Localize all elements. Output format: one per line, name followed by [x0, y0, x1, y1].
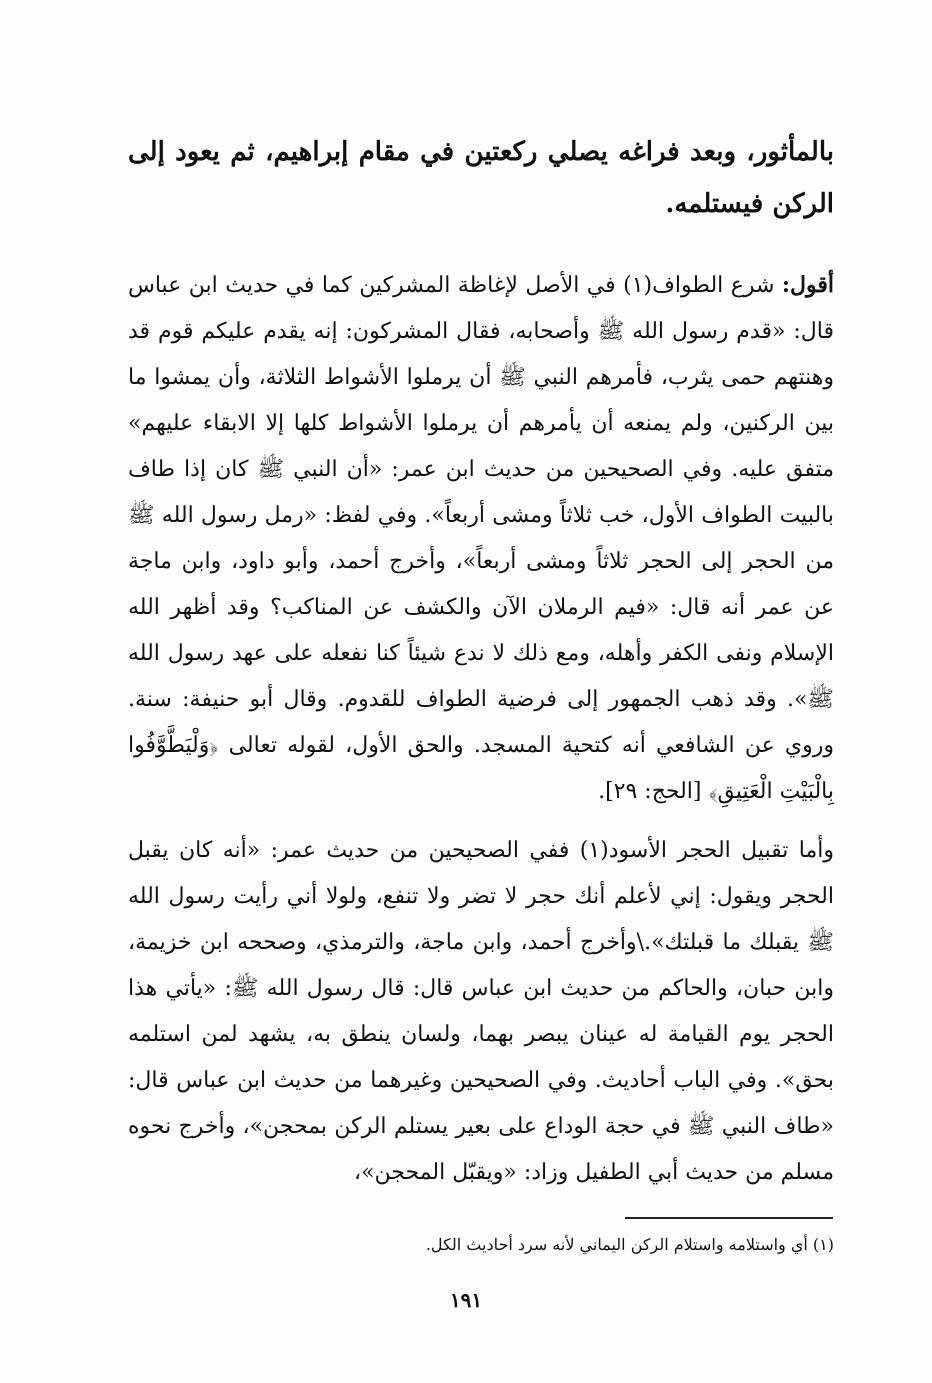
- page-number: ١٩١: [449, 1288, 483, 1312]
- footnote-divider: [625, 1217, 833, 1219]
- paragraph-text: شرع الطواف(١) في الأصل لإغاظة المشركين كما في حديث ابن عباس قال: «قدم رسول الله ﷺ وأصحابه، فقال المشركون: إنه يقدم عليكم قوم قد وهنتهم حمى يثرب، فأمرهم النبي ﷺ أن يرملوا الأشواط الثلاثة، وأن يمشوا ما بين الركنين، ولم يمنعه أن يأمرهم أن يرملوا الأشواط كلها إلا الابقاء عليهم» متفق عليه. وفي الصحيحين من حديث ابن عمر: «أن النبي ﷺ كان إذا طاف بالبيت الطواف الأول، خب ثلاثاً ومشى أربعاً». وفي لفظ: «رمل رسول الله ﷺ من الحجر إلى الحجر ثلاثاً ومشى أربعاً»، وأخرج أحمد، وأبو داود، وابن ماجة عن عمر أنه قال: «فيم الرملان الآن والكشف عن المناكب؟ وقد أظهر الله الإسلام ونفى الكفر وأهله، ومع ذلك لا ندع شيئاً كنا نفعله على عهد رسول الله ﷺ». وقد ذهب الجمهور إلى فرضية الطواف للقدوم. وقال أبو حنيفة: سنة. وروي عن الشافعي أنه كتحية المسجد. والحق الأول، لقوله تعالى ﴿وَلْيَطَّوَّفُوا بِالْبَيْتِ الْعَتِيقِ﴾ [الحج: ٢٩].: [128, 273, 834, 804]
- commentary-paragraph-tawaf: [128, 262, 834, 815]
- lead-word: أقول:: [781, 272, 834, 298]
- paragraph-text: وأما تقبيل الحجر الأسود(١) ففي الصحيحين من حديث عمر: «أنه كان يقبل الحجر ويقول: إني لأعلم أنك حجر لا تضر ولا تنفع، ولولا أني رأيت رسول الله ﷺ يقبلك ما قبلتك».\وأخرج أحمد، وابن ماجة، والترمذي، وصححه ابن خزيمة، وابن حبان، والحاكم من حديث ابن عباس قال: قال رسول الله ﷺ: «يأتي هذا الحجر يوم القيامة له عينان يبصر بهما، ولسان ينطق به، يشهد لمن استلمه بحق». وفي الباب أحاديث. وفي الصحيحين وغيرهما من حديث ابن عباس قال: «طاف النبي ﷺ في حجة الوداع على بعير يستلم الركن بمحجن»، وأخرج نحوه مسلم من حديث أبي الطفيل وزاد: «ويقبّل المحجن»،: [128, 838, 834, 1185]
- intro-paragraph: [128, 126, 834, 230]
- footnote: [300, 1232, 834, 1258]
- intro-text: بالمأثور، وبعد فراغه يصلي ركعتين في مقام إبراهيم، ثم يعود إلى الركن فيستلمه.: [128, 137, 834, 219]
- commentary-paragraph-black-stone: [128, 828, 834, 1196]
- footnote-text: (١) أي واستلامه واستلام الركن اليماني لأنه سرد أحاديث الكل.: [425, 1235, 834, 1254]
